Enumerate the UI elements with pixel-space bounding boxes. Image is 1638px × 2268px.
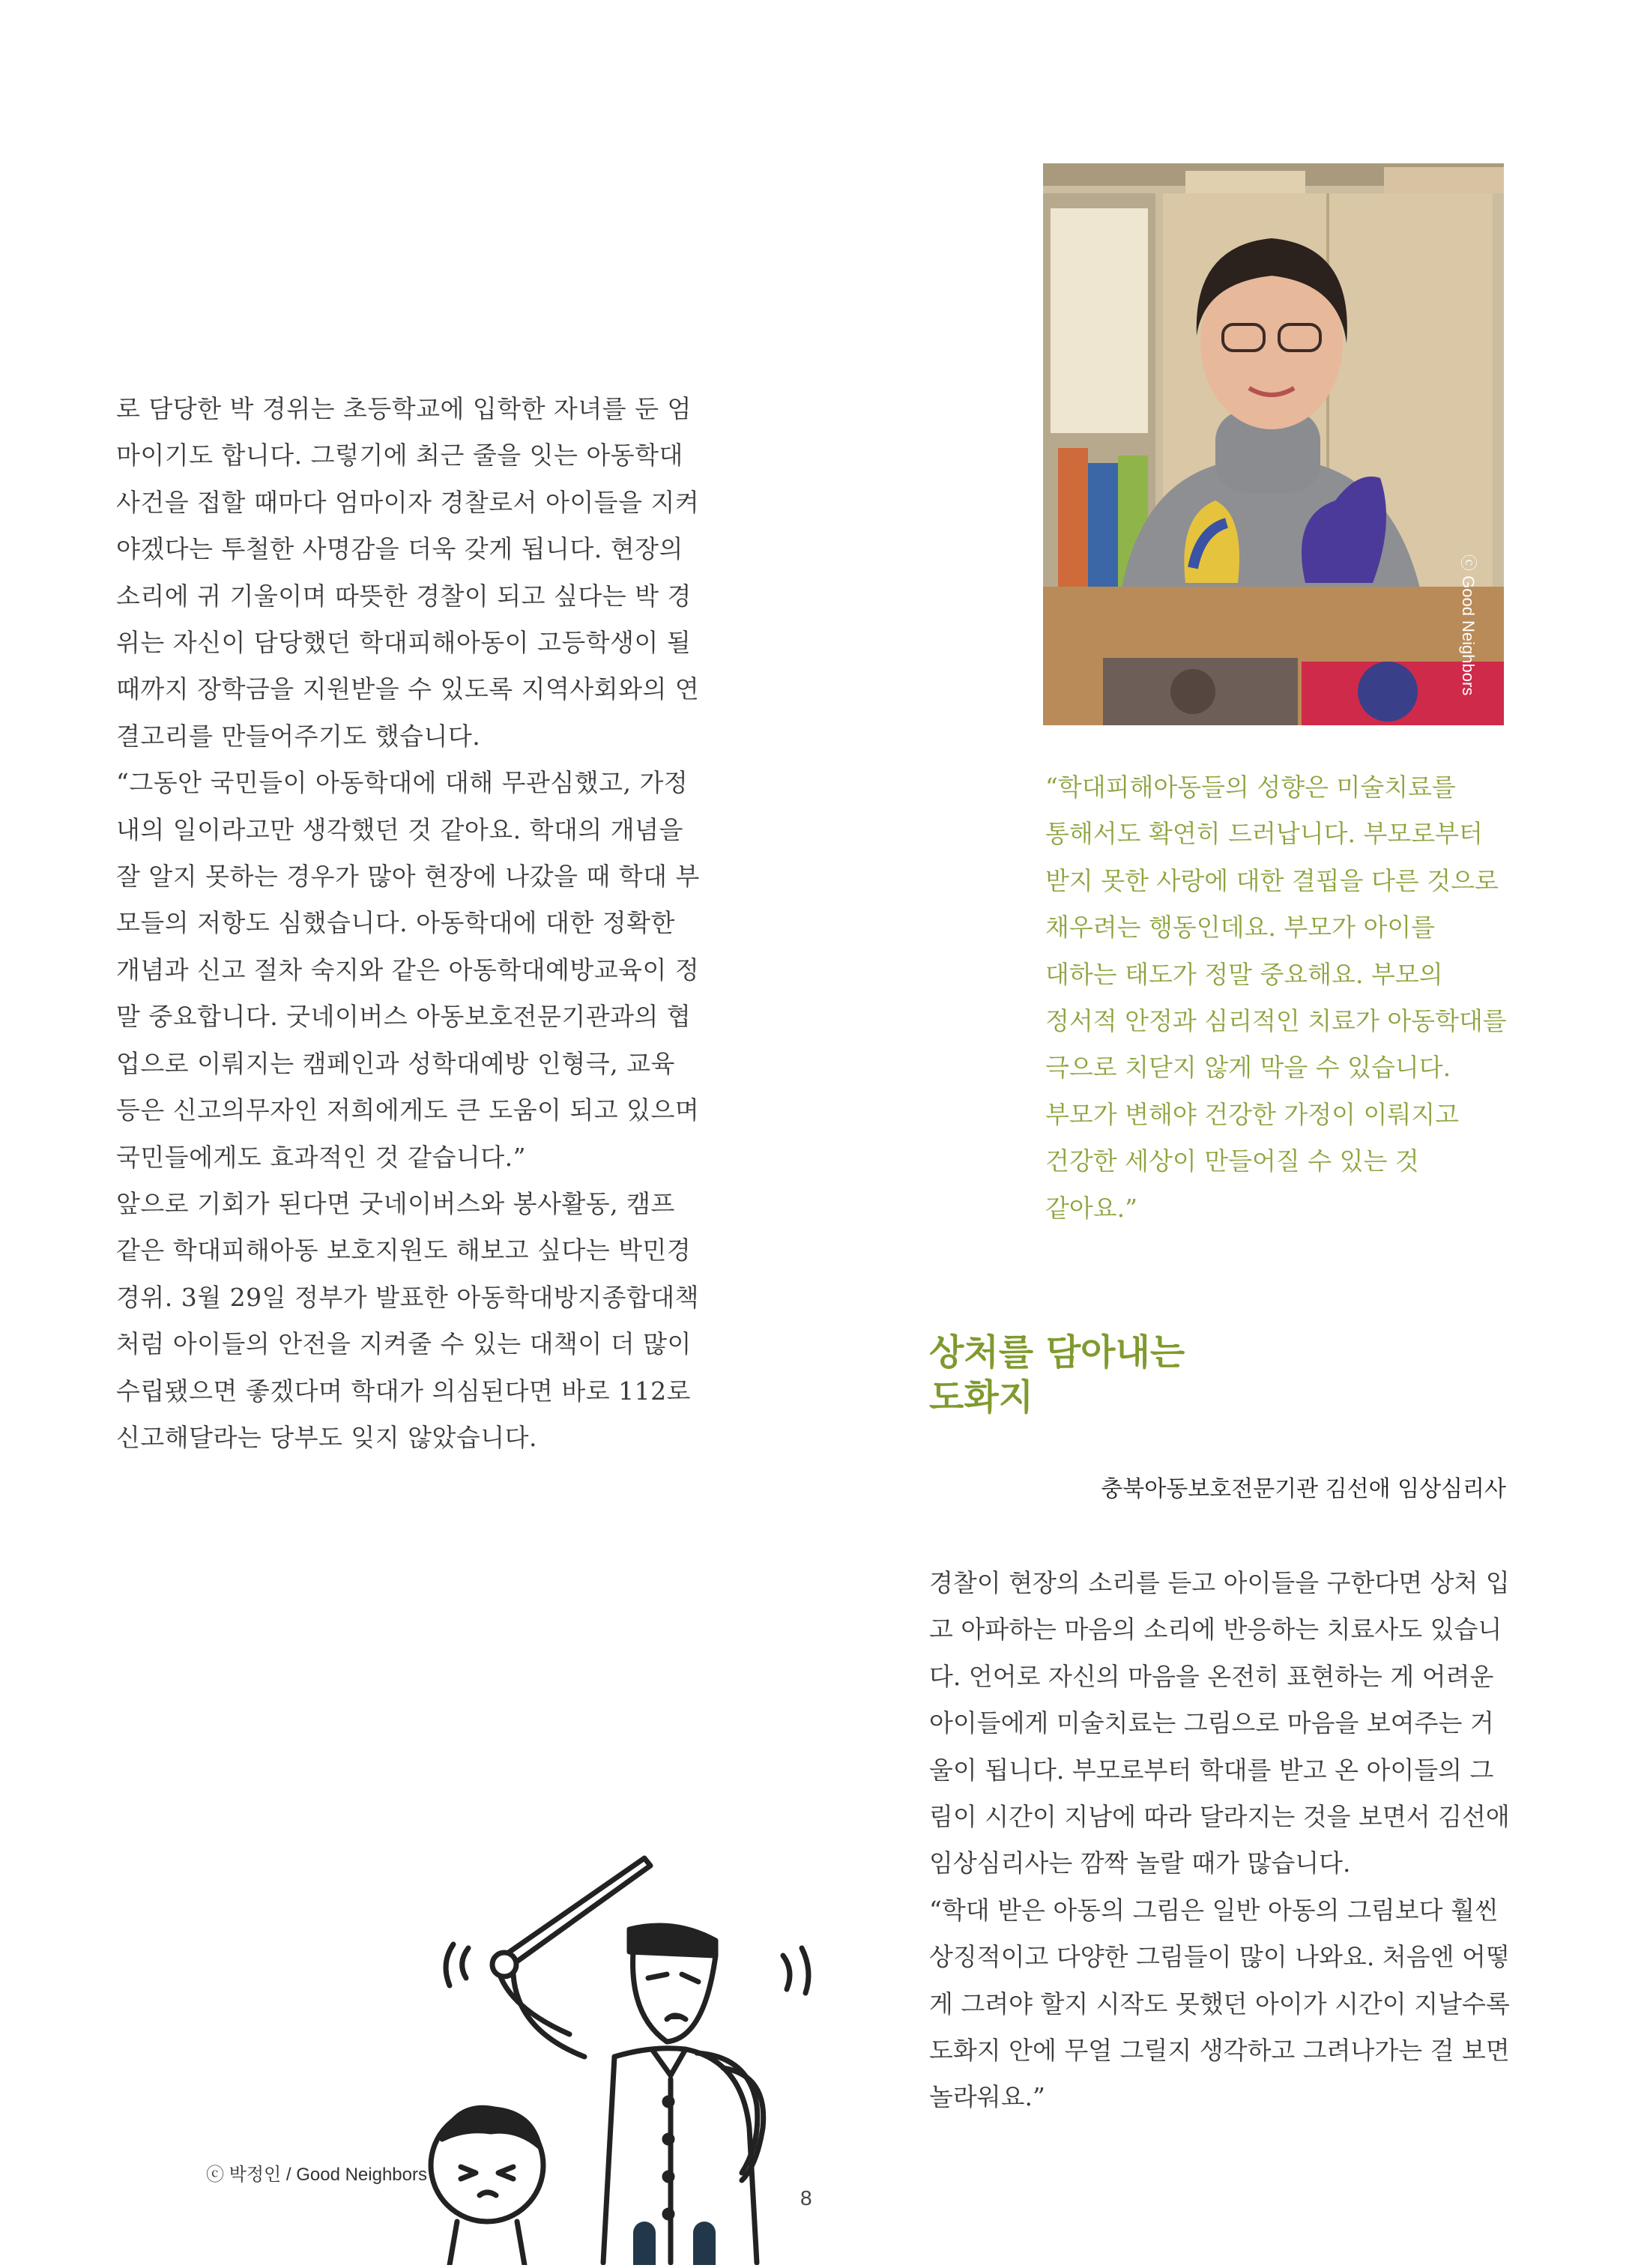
pull-quote-line: 같아요.” [1045,1193,1137,1223]
pull-quote-line: 채우려는 행동인데요. 부모가 아이를 [1045,913,1436,943]
left-paragraph-3: 앞으로 기회가 된다면 굿네이버스와 봉사활동, 캠프 같은 학대피해아동 보호지원도 해보고 싶다는 박민경 경위. 3월 29일 정부가 발표한 아동학대방지종합대책처럼 아이들의 안전을 지켜줄 수 있는 대책이 더 많이 수립됐으면 좋겠다며 학대가 의심된다면 바로 112로 신고해달라는 당부도 잊지 않았습니다. [116,1188,699,1452]
section-title [929,1330,1454,1420]
therapist-photo [1043,163,1504,725]
pull-quote [1045,764,1510,1232]
left-article-column [116,386,701,1461]
illustration [427,1843,862,2268]
pull-quote-line: 대하는 태도가 정말 중요해요. 부모의 [1045,959,1443,989]
pull-quote-line: 건강한 세상이 만들어질 수 있는 것 [1045,1146,1419,1176]
pull-quote-line: 정서적 안정과 심리적인 치료가 아동학대를 [1045,1006,1507,1036]
page-number: 8 [800,2186,812,2210]
photo-credit: ⓒ Good Neighbors [1459,554,1478,696]
right-article-column [929,1560,1510,2121]
therapist-photo-drawing [1043,163,1504,725]
illustration-drawing [427,1843,862,2265]
right-paragraph-1: 경찰이 현장의 소리를 듣고 아이들을 구한다면 상처 입고 아파하는 마음의 소리에 반응하는 치료사도 있습니다. 언어로 자신의 마음을 온전히 표현하는 게 어려운 아이들에게 미술치료는 그림으로 마음을 보여주는 거울이 됩니다. 부모로부터 학대를 받고 온 아이들의 그림이 시간이 지남에 따라 달라지는 것을 보면서 김선애 임상심리사는 깜짝 놀랄 때가 많습니다. [929,1568,1510,1878]
pull-quote-line: 극으로 치닫지 않게 막을 수 있습니다. [1045,1053,1451,1083]
pull-quote-line: “학대피해아동들의 성향은 미술치료를 [1045,772,1456,802]
left-paragraph-2: “그동안 국민들이 아동학대에 대해 무관심했고, 가정 내의 일이라고만 생각했던 것 같아요. 학대의 개념을 잘 알지 못하는 경우가 많아 현장에 나갔을 때 학대 부모들의 저항도 심했습니다. 아동학대에 대한 정확한 개념과 신고 절차 숙지와 같은 아동학대예방교육이 정말 중요합니다. 굿네이버스 아동보호전문기관과의 협업으로 이뤄지는 캠페인과 성학대예방 인형극, 교육 등은 신고의무자인 저희에게도 큰 도움이 되고 있으며 국민들에게도 효과적인 것 같습니다.” [116,768,700,1172]
section-title-line-1: 상처를 담아내는 [929,1331,1185,1373]
byline: 충북아동보호전문기관 김선애 임상심리사 [1101,1476,1506,1502]
pull-quote-line: 받지 못한 사랑에 대한 결핍을 다른 것으로 [1045,865,1499,895]
pull-quote-line: 부모가 변해야 건강한 가정이 이뤄지고 [1045,1099,1460,1129]
left-paragraph-1: 로 담당한 박 경위는 초등학교에 입학한 자녀를 둔 엄마이기도 합니다. 그렇기에 최근 줄을 잇는 아동학대 사건을 접할 때마다 엄마이자 경찰로서 아이들을 지켜야겠다는 투철한 사명감을 더욱 갖게 됩니다. 현장의 소리에 귀 기울이며 따뜻한 경찰이 되고 싶다는 박 경위는 자신이 담당했던 학대피해아동이 고등학생이 될 때까지 장학금을 지원받을 수 있도록 지역사회와의 연결고리를 만들어주기도 했습니다. [116,394,700,751]
illustration-credit: ⓒ 박정인 / Good Neighbors [206,2165,427,2185]
right-paragraph-2: “학대 받은 아동의 그림은 일반 아동의 그림보다 훨씬 상징적이고 다양한 그림들이 많이 나와요. 처음엔 어떻게 그려야 할지 시작도 못했던 아이가 시간이 지날수록 도화지 안에 무얼 그릴지 생각하고 그려나가는 걸 보면 놀라워요.” [929,1895,1510,2112]
pull-quote-line: 통해서도 확연히 드러납니다. 부모로부터 [1045,819,1483,849]
section-title-line-2: 도화지 [929,1376,1034,1418]
